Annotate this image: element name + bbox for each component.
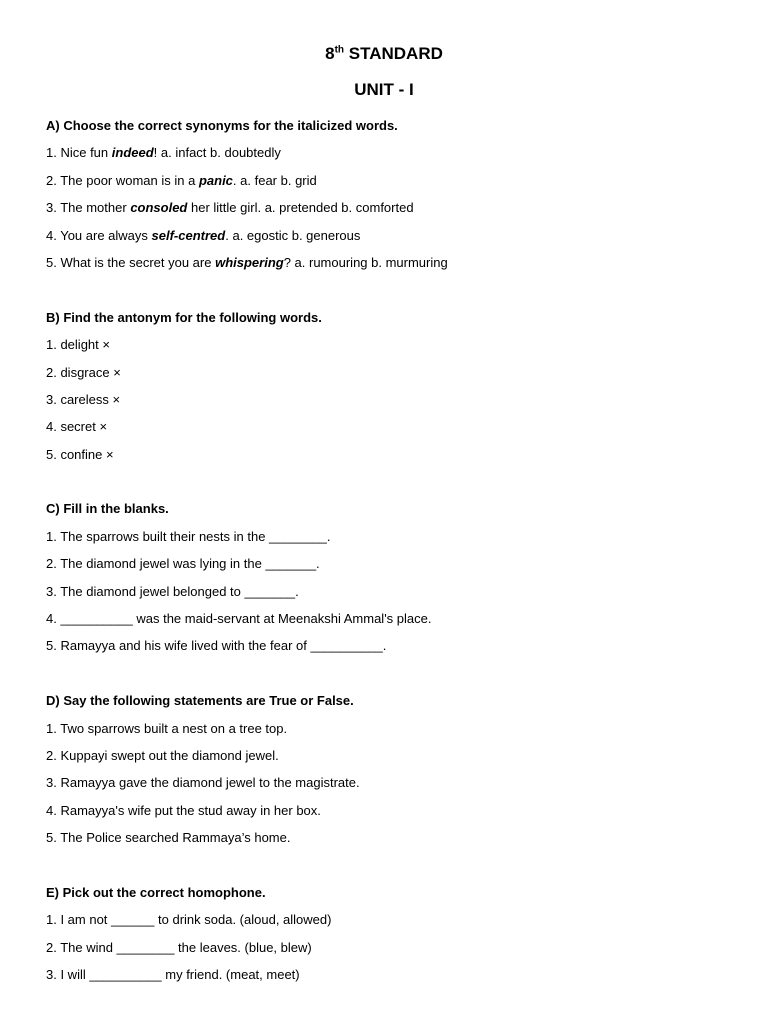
worksheet-content xyxy=(46,112,726,989)
title-superscript: th xyxy=(334,44,345,56)
section-a-item: 4. You are always self-centred. a. egostic b. generous xyxy=(46,227,361,243)
section-a-item: 1. Nice fun indeed! a. infact b. doubtedly xyxy=(46,145,281,161)
section-e-item: 2. The wind ________ the leaves. (blue, blew) xyxy=(46,939,312,955)
section-spacer xyxy=(46,468,726,495)
section-c-item: 4. __________ was the maid-servant at Meenakshi Ammal's place. xyxy=(46,611,432,627)
section-b-item: 4. secret × xyxy=(46,419,108,435)
section-b-item: 2. disgrace × xyxy=(46,364,121,380)
section-spacer xyxy=(46,660,726,687)
section-d-item: 4. Ramayya's wife put the stud away in her box. xyxy=(46,802,321,818)
section-c-heading: C) Fill in the blanks. xyxy=(46,501,169,517)
section-e-heading: E) Pick out the correct homophone. xyxy=(46,884,266,900)
section-c-item: 2. The diamond jewel was lying in the _______. xyxy=(46,556,320,572)
title-number: 8 xyxy=(325,44,335,63)
section-d-heading: D) Say the following statements are True or False. xyxy=(46,693,354,709)
section-b-item: 1. delight × xyxy=(46,337,110,353)
page-title xyxy=(0,44,768,64)
section-d-item: 1. Two sparrows built a nest on a tree top. xyxy=(46,720,288,736)
section-e-item: 1. I am not ______ to drink soda. (aloud, allowed) xyxy=(46,912,332,928)
section-b-item: 3. careless × xyxy=(46,391,121,407)
section-spacer xyxy=(46,276,726,303)
section-e-item: 3. I will __________ my friend. (meat, meet) xyxy=(46,967,300,983)
section-d-item: 3. Ramayya gave the diamond jewel to the magistrate. xyxy=(46,775,360,791)
section-b-item: 5. confine × xyxy=(46,446,114,462)
section-c-item: 5. Ramayya and his wife lived with the fear of __________. xyxy=(46,638,387,654)
section-a-item: 3. The mother consoled her little girl. a. pretended b. comforted xyxy=(46,200,414,216)
section-b-heading: B) Find the antonym for the following words. xyxy=(46,309,322,325)
section-a-heading: A) Choose the correct synonyms for the italicized words. xyxy=(46,118,398,133)
section-d-item: 5. The Police searched Rammaya’s home. xyxy=(46,830,291,846)
section-d-item: 2. Kuppayi swept out the diamond jewel. xyxy=(46,747,279,763)
section-a-item: 5. What is the secret you are whispering? a. rumouring b. murmuring xyxy=(46,254,448,270)
section-spacer xyxy=(46,852,726,879)
section-c-item: 3. The diamond jewel belonged to _______. xyxy=(46,583,299,599)
title-text: STANDARD xyxy=(344,44,443,63)
section-c-item: 1. The sparrows built their nests in the ________. xyxy=(46,528,331,544)
section-a-item: 2. The poor woman is in a panic. a. fear b. grid xyxy=(46,172,317,188)
unit-title: UNIT - I xyxy=(354,80,414,99)
